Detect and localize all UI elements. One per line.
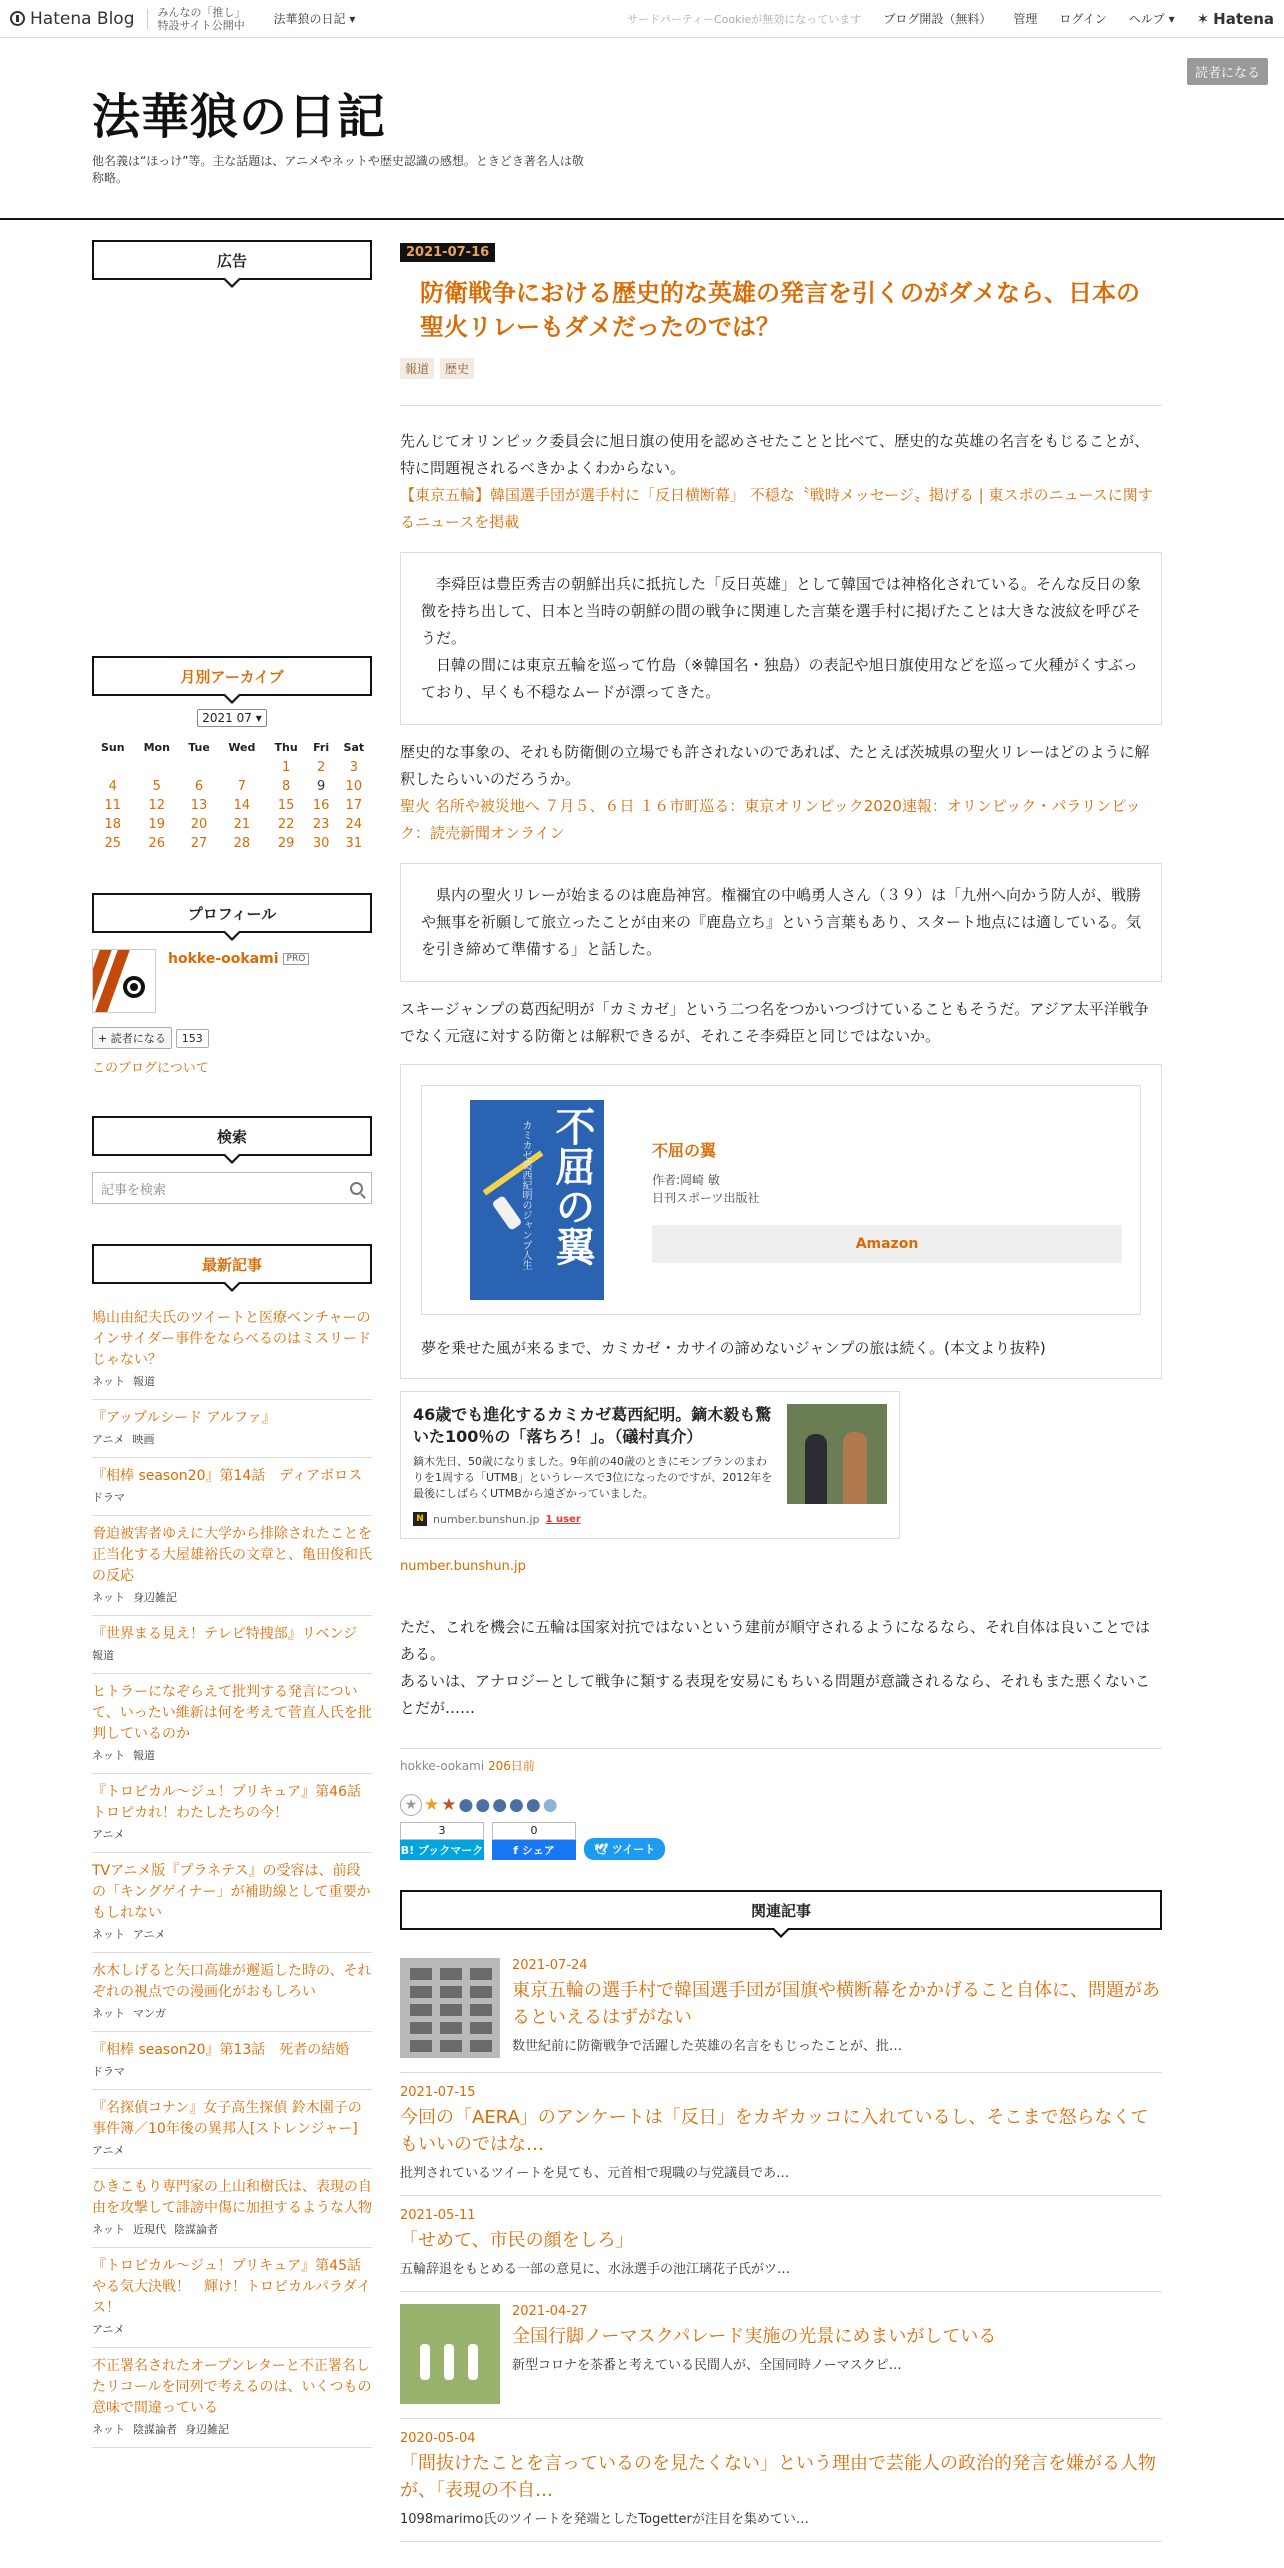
profile-module — [92, 893, 372, 1076]
calendar-day[interactable]: 14 — [233, 798, 251, 813]
star-icon[interactable]: ● — [458, 1795, 474, 1815]
recent-module — [92, 1244, 375, 2448]
recent-entry-category[interactable]: アニメ — [133, 1928, 166, 1941]
related-entry-date: 2021-07-15 — [400, 2085, 476, 2100]
calendar-day[interactable]: 18 — [104, 817, 122, 832]
related-entry-title[interactable]: 今回の「AERA」のアンケートは「反日」をカギカッコに入れているし、そこまで怒らなくてもいいのではな… — [400, 2107, 1149, 2155]
book-title[interactable]: 不屈の翼 — [652, 1140, 717, 1160]
recent-entry-title[interactable]: 『相棒 season20』第13話 死者の結婚 — [92, 2042, 350, 2058]
search-placeholder: 記事を検索 — [101, 1182, 167, 1198]
related-entry-date: 2021-07-24 — [512, 1958, 588, 1973]
related-entry-title[interactable]: 「間抜けたことを言っているのを見たくない」という理由で芸能人の政治的発言を嫌がる人物が、「表現の不自… — [400, 2453, 1156, 2501]
calendar-day[interactable]: 11 — [104, 798, 122, 813]
sidebar — [92, 240, 375, 2542]
promo-link[interactable] — [158, 6, 246, 32]
calendar-day[interactable]: 19 — [148, 817, 166, 832]
recent-entry-category[interactable]: ネット — [92, 1749, 125, 1762]
calendar-day[interactable]: 1 — [281, 760, 291, 775]
related-entry-title[interactable]: 東京五輪の選手村で韓国選手団が国旗や横断幕をかかげること自体に、問題があるといえるはずがない — [512, 1980, 1160, 2028]
recent-entry-category[interactable]: ネット — [92, 1375, 125, 1388]
recent-entry-category[interactable]: ネット — [92, 1928, 125, 1941]
paragraph: 歴史的な事象の、それも防衛側の立場でも許されないのであれば、たとえば茨城県の聖火リレーはどのように解釈したらいいのだろうか。 — [400, 743, 1150, 788]
star-icon[interactable]: ● — [509, 1795, 524, 1815]
calendar-day[interactable]: 30 — [312, 836, 330, 851]
calendar-day[interactable]: 12 — [148, 798, 166, 813]
calendar-day[interactable]: 24 — [345, 817, 363, 832]
cookie-notice: サードパーティーCookieが無効になっています — [627, 12, 862, 26]
book-author: 作者:岡崎 敏 — [652, 1172, 720, 1187]
number-logo-icon: N — [413, 1512, 427, 1526]
calendar-weekday: Sat — [343, 741, 365, 754]
blog-header — [0, 38, 1284, 220]
calendar-day[interactable]: 3 — [349, 760, 358, 775]
subscribe-button[interactable]: 読者になる — [1187, 58, 1268, 85]
recent-entry-title[interactable]: ひきこもり専門家の上山和樹氏は、表現の自由を攻撃して誹謗中傷に加担するような人物 — [92, 2179, 372, 2216]
paragraph: あるいは、アナロジーとして戦争に類する表現を安易にもちいる問題が意識されるなら、それもまた悪くないことだが…… — [400, 1672, 1151, 1717]
about-blog-link[interactable]: このブログについて — [92, 1061, 209, 1076]
hatena-menu[interactable] — [1197, 10, 1274, 28]
star-icon[interactable]: ● — [525, 1795, 541, 1815]
recent-entry-category[interactable]: ネット — [92, 2423, 125, 2436]
star-icon[interactable]: ● — [475, 1795, 491, 1815]
source-link[interactable]: number.bunshun.jp — [400, 1559, 526, 1574]
paragraph: スキージャンプの葛西紀明が「カミカゼ」という二つ名をつかいつづけていることもそうだ。アジア太平洋戦争でなく元寇に対する防衛とは解釈できるが、それこそ李舜臣と同じではないか。 — [400, 1000, 1149, 1045]
related-entry — [400, 2419, 1162, 2542]
archive-month-select[interactable]: 2021 07 ▾ — [197, 709, 266, 727]
archive-title: 月別アーカイブ — [92, 656, 372, 696]
recent-entry-title[interactable]: ヒトラーになぞらえて批判する発言について、いったい維新は何を考えて菅直人氏を批判しているのか — [92, 1684, 372, 1742]
recent-entry-category[interactable]: 陰謀論者 — [133, 2423, 177, 2436]
blog-description: 他名義は“ほっけ”等。主な話題は、アニメやネットや歴史認識の感想。ときどき著名人は敬称略。 — [92, 154, 584, 185]
calendar-day[interactable]: 8 — [281, 779, 291, 794]
star-list — [400, 1794, 1162, 1816]
calendar-day[interactable]: 4 — [108, 779, 117, 794]
blog-menu-dropdown[interactable]: 法華狼の日記 ▾ — [273, 12, 356, 26]
recent-entry-title[interactable]: 『相棒 season20』第14話 ディアボロス — [92, 1468, 363, 1484]
calendar-weekday: Mon — [143, 741, 170, 754]
tag-report[interactable]: 報道 — [400, 358, 434, 379]
recent-entry-title[interactable]: 『トロピカル～ジュ！プリキュア』第46話 トロピカれ！わたしたちの今！ — [92, 1784, 375, 1821]
link-card-domain: number.bunshun.jp — [433, 1512, 540, 1526]
tweet-label: ツイート — [611, 1843, 656, 1856]
related-entry-title[interactable]: 「せめて、市民の顔をしろ」 — [400, 2230, 634, 2251]
calendar-day[interactable]: 6 — [194, 779, 204, 794]
pro-badge: PRO — [283, 953, 310, 965]
hatena-mark-icon: ✶ — [1196, 9, 1210, 28]
calendar-day[interactable]: 29 — [277, 836, 295, 851]
recent-entry-title[interactable]: 脅迫被害者ゆえに大学から排除されたことを正当化する大屋雄裕氏の文章と、亀田俊和氏の反応 — [92, 1526, 372, 1584]
article — [400, 242, 1162, 2542]
related-entry — [400, 2292, 1162, 2419]
recent-entry-category[interactable]: 近現代 — [133, 2223, 166, 2236]
recent-entry — [92, 2169, 372, 2248]
recent-entry-category[interactable]: アニメ — [92, 1433, 125, 1446]
author-link[interactable]: hokke-ookami — [400, 1759, 485, 1773]
share-buttons — [400, 1822, 1162, 1860]
amazon-button[interactable]: Amazon — [652, 1225, 1122, 1263]
related-entry-summary: 1098marimo氏のツイートを発端としたTogetterが注目を集めてい… — [400, 2512, 809, 2527]
calendar-weekday: Wed — [228, 741, 256, 754]
avatar[interactable] — [92, 949, 156, 1013]
hatena-blog-logo[interactable] — [10, 9, 148, 29]
book-embed — [400, 1064, 1162, 1379]
recent-entry — [92, 1400, 372, 1458]
star-icon[interactable]: ● — [492, 1795, 508, 1815]
recent-title: 最新記事 — [92, 1244, 372, 1284]
calendar-day[interactable]: 5 — [152, 779, 161, 794]
search-input[interactable] — [92, 1172, 372, 1204]
recent-entry — [92, 1674, 372, 1774]
recent-entry-category[interactable]: 報道 — [92, 1649, 114, 1662]
calendar-day[interactable]: 23 — [312, 817, 330, 832]
calendar-day[interactable]: 13 — [190, 798, 208, 813]
recent-entry-title[interactable]: 『アップルシード アルファ』 — [92, 1410, 276, 1426]
calendar-day[interactable]: 31 — [345, 836, 363, 851]
related-title: 関連記事 — [400, 1890, 1162, 1930]
search-module — [92, 1116, 372, 1204]
add-star-icon[interactable]: ★ — [400, 1794, 422, 1816]
paragraph: 先んじてオリンピック委員会に旭日旗の使用を認めさせたことと比べて、歴史的な英雄の名言をもじることが、特に問題視されるべきかよくわからない。 — [400, 432, 1150, 477]
related-entry-title[interactable]: 全国行脚ノーマスクパレード実施の光景にめまいがしている — [512, 2326, 997, 2347]
promo-line-1: みんなの「推し」 — [157, 5, 246, 19]
profile-name[interactable]: hokke-ookami — [168, 951, 279, 967]
article-link[interactable]: 【東京五輪】韓国選手団が選手村に「反日横断幕」 不穏な〝戦時メッセージ〟掲げる | 東スポのニュースに関するニュースを掲載 — [400, 486, 1153, 531]
recent-entry-title[interactable]: TVアニメ版『プラネテス』の受容は、前段の「キングゲイナー」が補助線として重要かもしれない — [92, 1863, 371, 1921]
quote-text: 県内の聖火リレーが始まるのは鹿島神宮。権禰宜の中嶋勇人さん（３９）は「九州へ向かう防人が、戦勝や無事を祈願して旅立ったことが由来の『鹿島立ち』という言葉もあり、スタート地点には適している。気を引き締めて準備する」と話した。 — [421, 886, 1142, 958]
ad-space — [92, 296, 372, 616]
link-card-image[interactable] — [787, 1404, 887, 1504]
article-link[interactable]: 聖火 名所や被災地へ ７月５、６日 １６市町巡る：東京オリンピック2020速報：オリンピック・パラリンピック：読売新聞オンライン — [400, 797, 1141, 842]
calendar-day[interactable]: 26 — [148, 836, 166, 851]
archive-calendar — [92, 737, 372, 853]
calendar-day[interactable]: 27 — [190, 836, 208, 851]
calendar-day[interactable]: 17 — [345, 798, 363, 813]
related-entry-thumbnail[interactable] — [400, 2304, 500, 2404]
bookmark-users-badge[interactable]: 1 user — [545, 1513, 581, 1525]
related-entry-date: 2021-05-11 — [400, 2208, 476, 2223]
related-entry — [400, 2196, 1162, 2292]
related-entry-summary: 新型コロナを茶番と考えている民間人が、全国同時ノーマスクピ… — [512, 2358, 902, 2373]
calendar-day[interactable]: 15 — [277, 798, 295, 813]
recent-entry-category[interactable]: アニメ — [92, 1828, 125, 1841]
calendar-weekday: Fri — [313, 741, 330, 754]
recent-entry — [92, 1516, 372, 1616]
calendar-day[interactable]: 2 — [316, 760, 326, 775]
link-card[interactable] — [400, 1391, 900, 1539]
cover-title: 不屈の翼 — [549, 1106, 596, 1266]
recent-entry-category[interactable]: 身辺雑記 — [185, 2423, 229, 2436]
related-entry-summary: 数世紀前に防衛戦争で活躍した英雄の名言をもじったことが、批… — [512, 2039, 903, 2054]
recent-entry — [92, 1458, 372, 1516]
recent-entry-title[interactable]: 不正署名されたオープンレターと不正署名したリコールを同列で考えるのは、いくつもの意味で間違っている — [92, 2358, 372, 2416]
recent-entry — [92, 1616, 372, 1674]
recent-entry-category[interactable]: 報道 — [133, 1375, 155, 1388]
recent-entry-category[interactable]: マンガ — [133, 2007, 166, 2020]
link-card-description: 鏑木先日、50歳になりました。9年前の40歳のときにモンブランのまわりを1周する「UTMB」というレースで3位になったのですが、2012年を最後にしばらくUTMBから遠ざかっていました。 — [413, 1455, 773, 1500]
calendar-day — [134, 758, 180, 777]
blog-title[interactable]: 法華狼の日記 — [92, 89, 387, 145]
cover-subtitle: カミカゼ葛西紀明のジャンプ人生 — [520, 1120, 531, 1270]
star-icon[interactable]: ★ — [424, 1795, 440, 1815]
calendar-day[interactable]: 22 — [277, 817, 295, 832]
article-date[interactable]: 2021-07-16 — [400, 243, 495, 262]
quote-text: 李舜臣は豊臣秀吉の朝鮮出兵に抵抗した「反日英雄」として韓国では神格化されている。そんな反日の象徴を持ち出して、日本と当時の朝鮮の間の戦争に関連した言葉を選手村に掲げたことは大きな波紋を呼びそうだ。 — [421, 575, 1142, 647]
recent-entry-category[interactable]: 陰謀論者 — [174, 2223, 218, 2236]
hatena-bookmark-button[interactable] — [400, 1822, 484, 1860]
calendar-day — [180, 758, 218, 777]
book-caption: 夢を乗せた風が来るまで、カミカゼ・カサイの諦めないジャンプの旅は続く。(本文より抜粋) — [421, 1339, 1046, 1357]
blockquote — [400, 552, 1162, 725]
paragraph: ただ、これを機会に五輪は国家対抗ではないという建前が順守されるようになるなら、それ自体は良いことではある。 — [400, 1618, 1151, 1663]
recent-entry — [92, 2090, 372, 2169]
help-menu[interactable]: ヘルプ ▾ — [1128, 12, 1175, 26]
recent-entry — [92, 2032, 372, 2090]
recent-entry — [92, 1953, 372, 2032]
tweet-button[interactable] — [584, 1838, 665, 1860]
recent-entry-category[interactable]: ネット — [92, 2007, 125, 2020]
archive-module — [92, 656, 372, 853]
open-blog-link[interactable]: ブログ開設（無料） — [883, 12, 992, 26]
calendar-day — [92, 758, 134, 777]
blockquote — [400, 863, 1162, 982]
related-entry-summary: 批判されているツイートを見ても、元首相で現職の与党議員であ… — [400, 2166, 790, 2181]
subscriber-count[interactable]: 153 — [176, 1029, 209, 1048]
article-title[interactable]: 防衛戦争における歴史的な英雄の発言を引くのがダメなら、日本の聖火リレーもダメだったのでは？ — [420, 279, 1140, 341]
recent-entry — [92, 1774, 375, 1853]
recent-entry-title[interactable]: 『トロピカル～ジュ！プリキュア』第45話 やる気大決戦！ 輝け！トロピカルパラダイス！ — [92, 2258, 375, 2316]
recent-entry-title[interactable]: 『世界まる見え！テレビ特捜部』リベンジ — [92, 1626, 358, 1642]
recent-entry-category[interactable]: 報道 — [133, 1749, 155, 1762]
related-entry — [400, 2073, 1162, 2196]
related-list — [400, 1946, 1162, 2542]
twitter-bird-icon: 🕊 — [594, 1843, 608, 1856]
recent-entry-category[interactable]: ドラマ — [92, 2065, 125, 2078]
permalink-time[interactable]: 206日前 — [487, 1759, 535, 1773]
profile-title: プロフィール — [92, 893, 372, 933]
recent-entry — [92, 2348, 372, 2448]
bookmark-label: B! ブックマーク — [400, 1840, 484, 1860]
global-header — [0, 0, 1284, 38]
related-entry-thumbnail[interactable] — [400, 1958, 500, 2058]
sidebar-subscribe-button[interactable]: + 読者になる — [92, 1027, 172, 1049]
recent-entry-category[interactable]: ネット — [92, 1591, 125, 1604]
quote-text: 日韓の間には東京五輪を巡って竹島（※韓国名・独島）の表記や旭日旗使用などを巡って火種がくすぶっており、早くも不穏なムードが漂ってきた。 — [421, 656, 1138, 701]
calendar-day[interactable]: 21 — [233, 817, 251, 832]
logo-text: Hatena Blog — [30, 8, 135, 29]
ad-module — [92, 240, 372, 616]
recent-entry-category[interactable]: アニメ — [92, 2144, 125, 2157]
related-entry-date: 2020-05-04 — [400, 2431, 476, 2446]
recent-entry — [92, 1300, 372, 1400]
recent-entry-title[interactable]: 水木しげると矢口高雄が邂逅した時の、それぞれの視点での漫画化がおもしろい — [92, 1963, 372, 2000]
recent-entry — [92, 1853, 372, 1953]
recent-entry-title[interactable]: 『名探偵コナン』女子高生探偵 鈴木園子の事件簿／10年後の異邦人[ストレンジャー] — [92, 2100, 362, 2137]
ad-title: 広告 — [92, 240, 372, 280]
recent-entry-category[interactable]: アニメ — [92, 2323, 125, 2336]
related-entry-summary: 五輪辞退をもとめる一部の意見に、水泳選手の池江璃花子氏がツ… — [400, 2262, 791, 2277]
book-cover[interactable] — [470, 1100, 604, 1300]
related-entry — [400, 1946, 1162, 2073]
calendar-day[interactable]: 28 — [233, 836, 251, 851]
recent-entry-category[interactable]: ドラマ — [92, 1491, 125, 1504]
calendar-day[interactable]: 7 — [237, 779, 246, 794]
related-entry-date: 2021-04-27 — [512, 2304, 588, 2319]
share-count: 0 — [492, 1822, 576, 1840]
recent-entry-category[interactable]: 身辺雑記 — [133, 1591, 177, 1604]
book-publisher: 日刊スポーツ出版社 — [652, 1190, 760, 1205]
calendar-weekday: Tue — [188, 741, 210, 754]
calendar-day[interactable]: 10 — [345, 779, 363, 794]
recent-entry — [92, 2248, 375, 2348]
star-icon[interactable]: ● — [542, 1795, 558, 1815]
hatena-label: Hatena — [1213, 9, 1274, 28]
calendar-day: 9 — [316, 779, 326, 794]
calendar-day[interactable]: 25 — [104, 836, 122, 851]
calendar-weekday: Thu — [274, 741, 298, 754]
tag-history[interactable]: 歴史 — [440, 358, 474, 379]
calendar-weekday: Sun — [100, 741, 125, 754]
promo-line-2: 特設サイト公開中 — [157, 18, 245, 32]
share-label: f シェア — [492, 1840, 576, 1860]
recent-entry-title[interactable]: 鳩山由紀夫氏のツイートと医療ベンチャーのインサイダー事件をならべるのはミスリードじゃない？ — [92, 1310, 372, 1368]
calendar-day — [218, 758, 266, 777]
bookmark-count: 3 — [400, 1822, 484, 1840]
calendar-day[interactable]: 16 — [312, 798, 330, 813]
facebook-share-button[interactable] — [492, 1822, 576, 1860]
star-icon[interactable]: ★ — [441, 1795, 457, 1815]
login-link[interactable]: ログイン — [1059, 12, 1107, 26]
recent-entry-category[interactable]: 映画 — [132, 1433, 155, 1446]
search-title: 検索 — [92, 1116, 372, 1156]
admin-link[interactable]: 管理 — [1013, 12, 1038, 26]
recent-entry-category[interactable]: ネット — [92, 2223, 125, 2236]
link-card-title[interactable]: 46歳でも進化するカミカゼ葛西紀明。鏑木毅も驚いた100％の「落ちろ！」。（礒村真介） — [413, 1405, 772, 1446]
hatena-logo-icon — [10, 11, 25, 26]
calendar-day[interactable]: 20 — [190, 817, 208, 832]
search-icon[interactable] — [350, 1182, 363, 1195]
